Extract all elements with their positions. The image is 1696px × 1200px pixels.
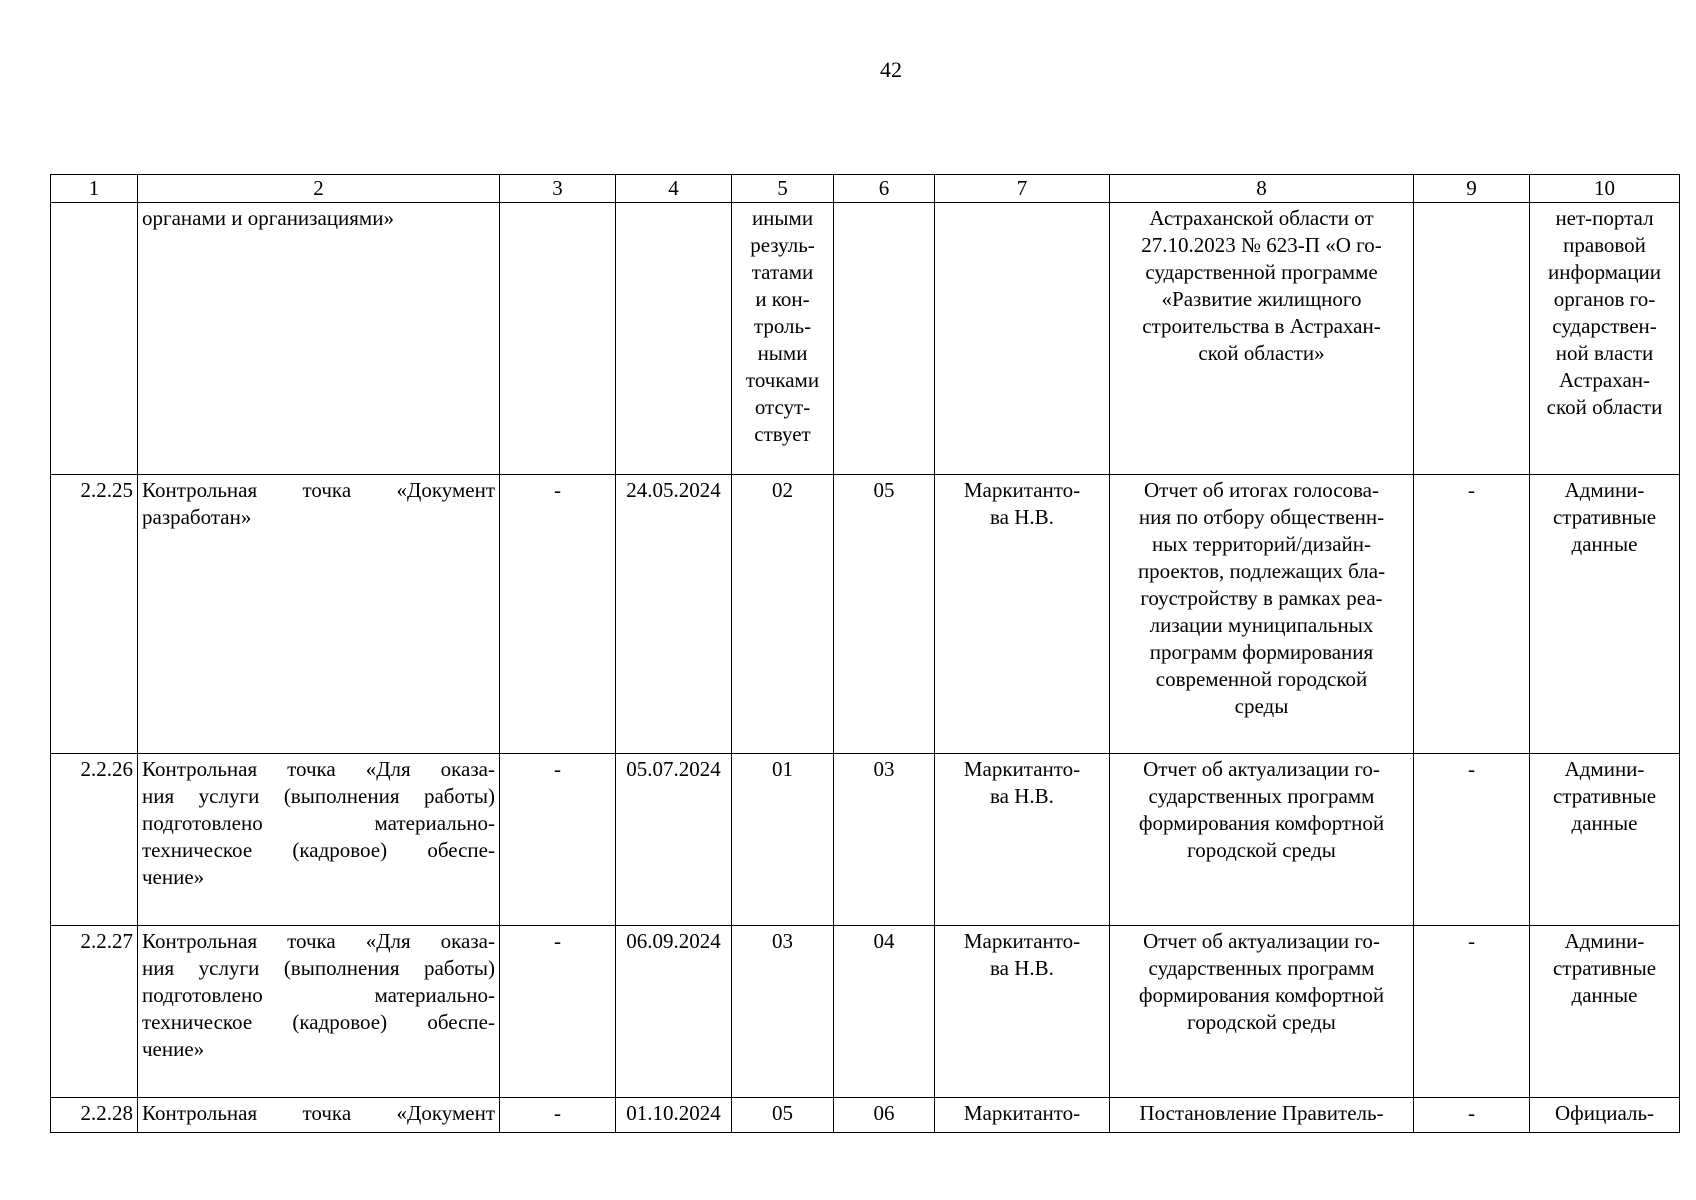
cell-line: точками [745, 368, 820, 392]
cell-line: Отчет об актуализации го- [1143, 757, 1380, 781]
cell-col5: 02 [732, 475, 834, 754]
table-row [51, 1098, 1680, 1133]
column-number: 4 [616, 175, 732, 203]
page-number: 42 [880, 57, 902, 82]
cell-line: резуль- [750, 233, 815, 257]
measures-table [50, 174, 1680, 1133]
cell-line: Маркитанто- [963, 757, 1081, 781]
cell-line: Админи- [1564, 929, 1645, 953]
cell-col5: 01 [732, 754, 834, 926]
cell-line: ствует [754, 422, 811, 446]
cell-name [138, 754, 500, 926]
cell-line: и кон- [755, 287, 810, 311]
column-number: 2 [138, 175, 500, 203]
cell-line: татами [751, 260, 814, 284]
cell-col6: 06 [834, 1098, 935, 1133]
cell-responsible [935, 1098, 1110, 1133]
cell-line: Астраханской области от [1149, 206, 1374, 230]
cell-document [1110, 475, 1414, 754]
cell-line: данные [1571, 811, 1638, 835]
cell-line: формирования комфортной [1138, 811, 1385, 835]
cell-col3: - [500, 475, 616, 754]
cell-line: техническое (кадровое) обеспе- [142, 1010, 495, 1034]
cell-source [1530, 475, 1680, 754]
column-number: 3 [500, 175, 616, 203]
cell-line: ных территорий/дизайн- [1151, 532, 1372, 556]
cell-line: Контрольная точка «Документ [142, 478, 495, 502]
cell-line: Админи- [1564, 478, 1645, 502]
cell-document [1110, 754, 1414, 926]
cell-line: ния услуги (выполнения работы) [142, 784, 495, 808]
cell-line: ской области [1546, 395, 1663, 419]
cell-col6: 03 [834, 754, 935, 926]
column-number: 5 [732, 175, 834, 203]
cell-col3: - [500, 926, 616, 1098]
cell-line: техническое (кадровое) обеспе- [142, 838, 495, 862]
cell-col6: 05 [834, 475, 935, 754]
cell-line: ва Н.В. [990, 505, 1054, 529]
cell-col9: - [1414, 475, 1530, 754]
cell-line: Контрольная точка «Для оказа- [142, 757, 495, 781]
cell-col9: - [1414, 754, 1530, 926]
table-row [51, 926, 1680, 1098]
cell-document [1110, 203, 1414, 475]
cell-line: стративные [1552, 784, 1657, 808]
cell-source [1530, 1098, 1680, 1133]
cell-line: подготовлено материально- [142, 983, 495, 1007]
cell-line: Маркитанто- [963, 478, 1081, 502]
cell-col6: 04 [834, 926, 935, 1098]
cell-date: 01.10.2024 [616, 1098, 732, 1133]
cell-col5-text [732, 203, 834, 475]
cell-line: стративные [1552, 505, 1657, 529]
table-row-continued [51, 203, 1680, 475]
cell-col9: - [1414, 1098, 1530, 1133]
cell-line: проектов, подлежащих бла- [1137, 559, 1386, 583]
cell-number: 2.2.28 [51, 1098, 138, 1133]
cell-line: чение» [142, 1037, 205, 1061]
cell-line: Контрольная точка «Документ [142, 1101, 495, 1125]
cell-line: троль- [753, 314, 812, 338]
cell-responsible [935, 754, 1110, 926]
cell-line: ской области» [1198, 341, 1325, 365]
cell-line: сударствен- [1552, 314, 1657, 338]
cell-line: Контрольная точка «Для оказа- [142, 929, 495, 953]
cell-empty [935, 203, 1110, 475]
cell-line: сударственных программ [1148, 784, 1375, 808]
cell-empty [1414, 203, 1530, 475]
cell-line: органов го- [1553, 287, 1656, 311]
cell-name [138, 926, 500, 1098]
cell-name: органами и организациями» [138, 203, 500, 475]
cell-col3: - [500, 1098, 616, 1133]
cell-line: Отчет об итогах голосова- [1144, 478, 1379, 502]
cell-col3: - [500, 754, 616, 926]
cell-responsible [935, 926, 1110, 1098]
cell-source [1530, 754, 1680, 926]
cell-line: отсут- [754, 395, 811, 419]
cell-line: нет-портал [1555, 206, 1654, 230]
cell-line: Постановление Правитель- [1139, 1101, 1384, 1125]
cell-number: 2.2.27 [51, 926, 138, 1098]
cell-line: подготовлено материально- [142, 811, 495, 835]
cell-source [1530, 926, 1680, 1098]
cell-line: лизации муниципальных [1149, 613, 1374, 637]
cell-line: 27.10.2023 № 623-П «О го- [1141, 233, 1382, 257]
column-number: 8 [1110, 175, 1414, 203]
cell-line: стративные [1552, 956, 1657, 980]
cell-date: 05.07.2024 [616, 754, 732, 926]
column-number: 1 [51, 175, 138, 203]
cell-line: информации [1548, 260, 1661, 284]
table-row [51, 475, 1680, 754]
cell-document [1110, 926, 1414, 1098]
cell-col5: 05 [732, 1098, 834, 1133]
table-row [51, 754, 1680, 926]
cell-line: программ формирования [1149, 640, 1374, 664]
cell-date: 06.09.2024 [616, 926, 732, 1098]
cell-line: формирования комфортной [1138, 983, 1385, 1007]
cell-line: Админи- [1564, 757, 1645, 781]
cell-line: Астрахан- [1559, 368, 1650, 392]
cell-line: чение» [142, 865, 205, 889]
cell-line: ной власти [1555, 341, 1654, 365]
cell-line: городской среды [1187, 1010, 1336, 1034]
cell-line: иными [751, 206, 814, 230]
cell-line: сударственной программе [1145, 260, 1378, 284]
cell-line: ния услуги (выполнения работы) [142, 956, 495, 980]
cell-empty [500, 203, 616, 475]
cell-line: правовой [1563, 233, 1646, 257]
cell-responsible [935, 475, 1110, 754]
cell-number: 2.2.25 [51, 475, 138, 754]
cell-name [138, 1098, 500, 1133]
cell-line: «Развитие жилищного [1161, 287, 1362, 311]
cell-date: 24.05.2024 [616, 475, 732, 754]
cell-empty [834, 203, 935, 475]
column-number: 7 [935, 175, 1110, 203]
cell-line: данные [1571, 532, 1638, 556]
cell-line: гоустройству в рамках реа- [1140, 586, 1383, 610]
cell-line: Маркитанто- [963, 1101, 1081, 1125]
cell-line: разработан» [142, 505, 252, 529]
cell-source [1530, 203, 1680, 475]
cell-line: Маркитанто- [963, 929, 1081, 953]
cell-document [1110, 1098, 1414, 1133]
cell-line: сударственных программ [1148, 956, 1375, 980]
cell-line: среды [1234, 694, 1289, 718]
cell-col5: 03 [732, 926, 834, 1098]
cell-line: Отчет об актуализации го- [1143, 929, 1380, 953]
column-number: 9 [1414, 175, 1530, 203]
cell-line: Официаль- [1554, 1101, 1655, 1125]
cell-number [51, 203, 138, 475]
cell-line: ния по отбору общественн- [1138, 505, 1385, 529]
cell-name [138, 475, 500, 754]
cell-line: данные [1571, 983, 1638, 1007]
column-number: 6 [834, 175, 935, 203]
cell-line: ными [757, 341, 808, 365]
cell-line: городской среды [1187, 838, 1336, 862]
cell-empty [616, 203, 732, 475]
cell-col9: - [1414, 926, 1530, 1098]
cell-line: современной городской [1155, 667, 1368, 691]
cell-line: строительства в Астрахан- [1142, 314, 1381, 338]
column-number: 10 [1530, 175, 1680, 203]
cell-line: ва Н.В. [990, 956, 1054, 980]
cell-number: 2.2.26 [51, 754, 138, 926]
column-number-row [51, 175, 1680, 203]
cell-line: ва Н.В. [990, 784, 1054, 808]
